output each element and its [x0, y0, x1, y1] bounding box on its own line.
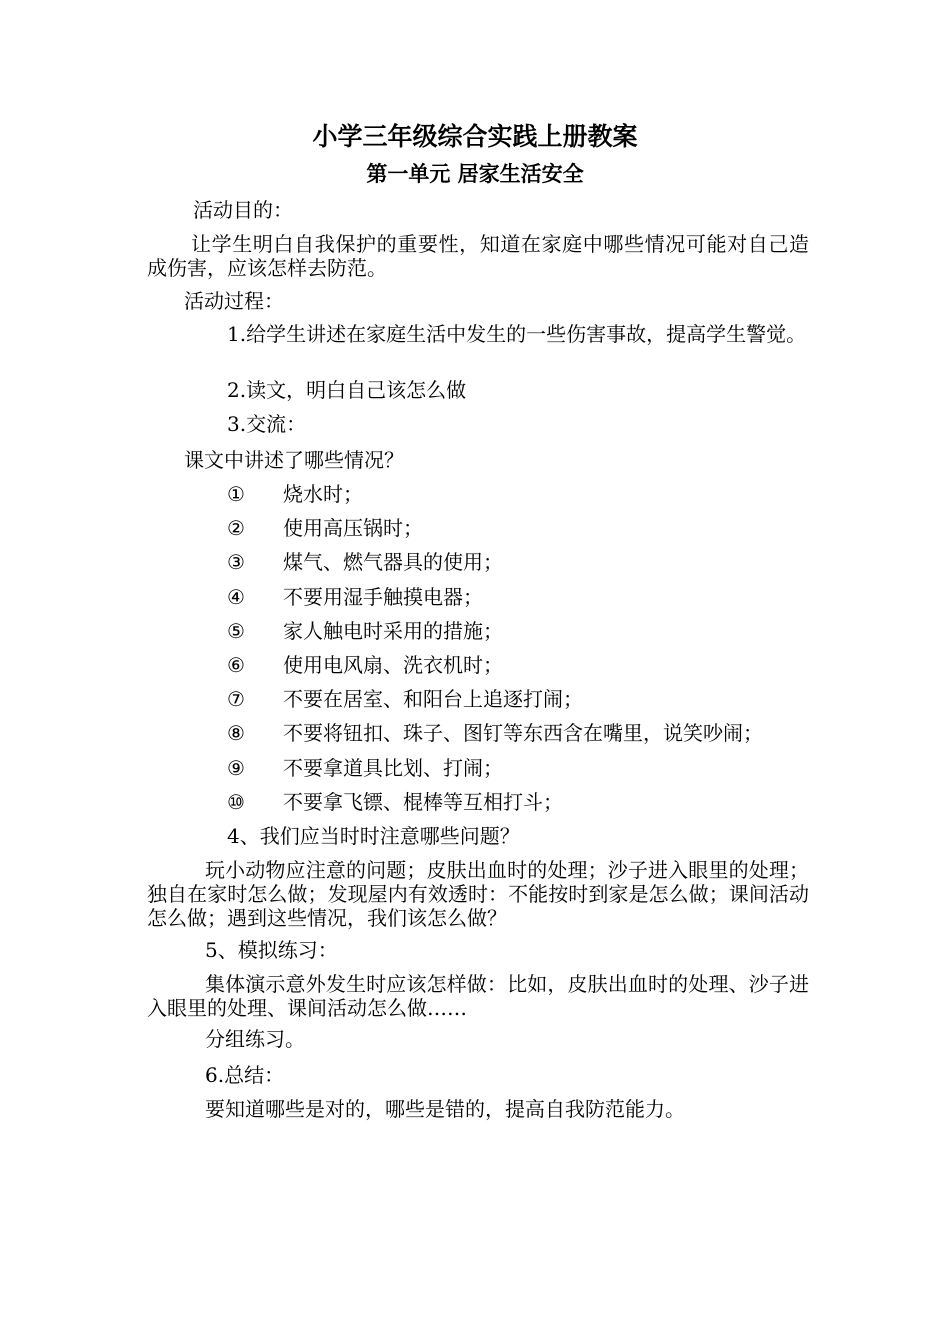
list-item-number: ⑦ — [227, 687, 245, 711]
list-item-number: ① — [227, 482, 245, 506]
list-item-number: ④ — [227, 585, 245, 609]
list-item — [227, 481, 363, 507]
list-item-text: 不要拿飞镖、棍棒等互相打斗； — [283, 790, 563, 814]
process-heading: 活动过程： — [184, 289, 284, 313]
document-title: 小学三年级综合实践上册教案 — [312, 122, 638, 151]
step-3: 3.交流： — [227, 412, 307, 436]
step-2: 2.读文，明白自己该怎么做 — [227, 378, 467, 402]
goal-text: 让学生明白自我保护的重要性，知道在家庭中哪些情况可能对自己造成伤害，应该怎样去防范。 — [147, 232, 809, 280]
list-item-text: 使用电风扇、洗衣机时； — [283, 653, 503, 677]
list-item — [227, 789, 563, 815]
question: 课文中讲述了哪些情况？ — [184, 448, 404, 472]
list-item-number: ⑤ — [227, 619, 245, 643]
step-5: 5、模拟练习： — [205, 938, 338, 962]
summary: 要知道哪些是对的，哪些是错的，提高自我防范能力。 — [205, 1097, 685, 1121]
list-item-number: ⑨ — [227, 756, 245, 780]
step-5-text: 集体演示意外发生时应该怎样做：比如，皮肤出血时的处理、沙子进入眼里的处理、课间活动怎么做…… — [147, 972, 809, 1020]
list-item-number: ③ — [227, 550, 245, 574]
list-item — [227, 584, 483, 610]
list-item-text: 不要拿道具比划、打闹； — [283, 756, 503, 780]
group-practice: 分组练习。 — [205, 1027, 305, 1051]
list-item — [227, 686, 583, 712]
list-item-number: ② — [227, 516, 245, 540]
list-item-text: 煤气、燃气器具的使用； — [283, 550, 503, 574]
list-item-number: ⑩ — [227, 790, 245, 814]
list-item-text: 不要在居室、和阳台上追逐打闹； — [283, 687, 583, 711]
step-1: 1.给学生讲述在家庭生活中发生的一些伤害事故，提高学生警觉。 — [227, 322, 807, 346]
step-4-text: 玩小动物应注意的问题；皮肤出血时的处理；沙子进入眼里的处理；独自在家时怎么做；发现屋内有效透时：不能按时到家是怎么做；课间活动怎么做；遇到这些情况，我们该怎么做？ — [147, 858, 809, 930]
list-item-number: ⑥ — [227, 653, 245, 677]
step-4: 4、我们应当时时注意哪些问题？ — [227, 824, 520, 848]
step-6: 6.总结： — [205, 1063, 285, 1087]
list-item — [227, 549, 503, 575]
list-item-number: ⑧ — [227, 721, 245, 745]
list-item-text: 不要将钮扣、珠子、图钉等东西含在嘴里，说笑吵闹； — [283, 721, 763, 745]
list-item-text: 不要用湿手触摸电器； — [283, 585, 483, 609]
unit-subtitle: 第一单元 居家生活安全 — [366, 161, 584, 186]
list-item — [227, 720, 763, 746]
list-item — [227, 618, 503, 644]
list-item — [227, 515, 423, 541]
list-item-text: 家人触电时采用的措施； — [283, 619, 503, 643]
list-item-text: 烧水时； — [283, 482, 363, 506]
goal-heading: 活动目的： — [193, 198, 293, 222]
list-item — [227, 652, 503, 678]
list-item-text: 使用高压锅时； — [283, 516, 423, 540]
list-item — [227, 755, 503, 781]
